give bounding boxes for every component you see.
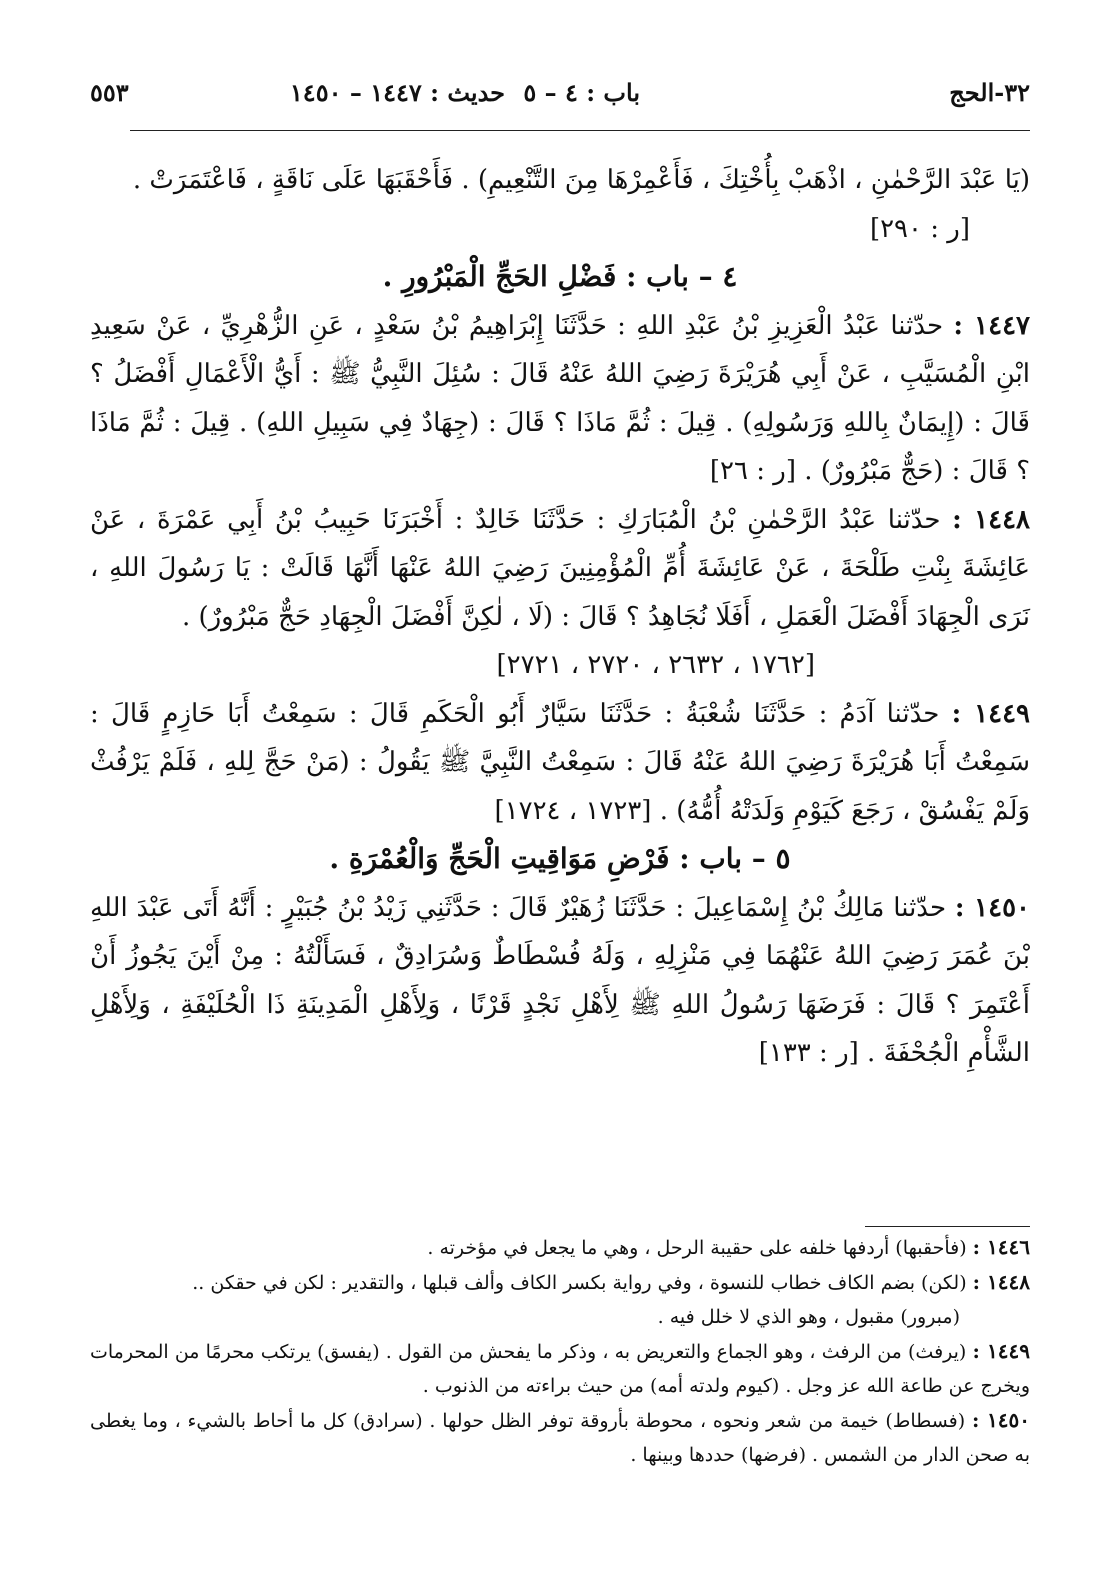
hadith-range: حديث : ١٤٤٧ – ١٤٥٠ [289, 78, 505, 107]
main-text [90, 156, 1030, 1078]
hadith-1448-references: [١٧٦٢ ، ٢٦٣٢ ، ٢٧٢٠ ، ٢٧٢١] [496, 650, 815, 680]
hadith-number: ١٤٥٠ : [954, 892, 1030, 923]
footnote-number: ١٤٤٦ : [972, 1235, 1030, 1259]
bab-4-heading: ٤ – باب : فَضْلِ الحَجِّ الْمَبْرُورِ . [382, 260, 738, 293]
page-number: ٥٥٣ [90, 78, 129, 107]
page-header [90, 78, 1030, 118]
hadith-1449 [90, 690, 1030, 836]
footnote-text: (فأحقبها) أردفها خلفه على حقيبة الرحل ، وهي ما يجعل في مؤخرته . [427, 1237, 967, 1259]
continuation-reference: [ر : ٢٩٠] [869, 213, 970, 244]
footnote-1448 [90, 1265, 1030, 1300]
footnote-1449 [90, 1334, 1030, 1403]
footnote-number: ١٤٥٠ : [971, 1408, 1030, 1432]
hadith-1447 [90, 302, 1030, 496]
footnotes [90, 1230, 1030, 1472]
header-divider [130, 130, 1030, 131]
footnote-text: (فسطاط) خيمة من شعر ونحوه ، محوطة بأروقة توفر الظل حولها . (سرادق) كل ما أحاط بالشيء ، وما يغطى به صحن الدار من الشمس . (فرضها) حددها وبينها . [90, 1410, 1030, 1466]
hadith-number: ١٤٤٧ : [953, 310, 1030, 341]
footnote-1448-continuation: (مبرور) مقبول ، وهو الذي لا خلل فيه . [657, 1306, 960, 1328]
footnote-number: ١٤٤٩ : [972, 1339, 1030, 1363]
footnote-number: ١٤٤٨ : [972, 1270, 1030, 1294]
footnote-1450 [90, 1403, 1030, 1472]
hadith-number: ١٤٤٩ : [951, 698, 1031, 729]
hadith-text: حدّثنا آدَمُ : حَدَّثَنَا شُعْبَةُ : حَدَّثَنَا سَيَّارٌ أَبُو الْحَكَمِ قَالَ : سَمِعْتُ أَبَا حَازِمٍ قَالَ : سَمِعْتُ أَبَا هُرَيْرَةَ رَضِيَ اللهُ عَنْهُ قَالَ : سَمِعْتُ النَّبِيَّ ﷺ يَقُولُ : (مَنْ حَجَّ لِلهِ ، فَلَمْ يَرْفُثْ وَلَمْ يَفْسُقْ ، رَجَعَ كَيَوْمِ وَلَدَتْهُ أُمُّهُ) . [١٧٢٣ ، ١٧٢٤] [90, 698, 1030, 826]
hadith-1450 [90, 884, 1030, 1078]
continuation-text: (يَا عَبْدَ الرَّحْمٰنِ ، اذْهَبْ بِأُخْتِكَ ، فَأَعْمِرْهَا مِنَ التَّنْعِيمِ) . فَأَحْقَبَهَا عَلَى نَاقَةٍ ، فَاعْتَمَرَتْ . [132, 165, 1030, 195]
hadith-number: ١٤٤٨ : [952, 504, 1030, 535]
bab-range: باب : ٤ – ٥ [523, 78, 640, 107]
hadith-text: حدّثنا مَالِكُ بْنُ إِسْمَاعِيلَ : حَدَّثَنَا زُهَيْرٌ قَالَ : حَدَّثَنِي زَيْدُ بْنُ جُبَيْرٍ : أَنَّهُ أَتَى عَبْدَ اللهِ بْنَ عُمَرَ رَضِيَ اللهُ عَنْهُمَا فِي مَنْزِلِهِ ، وَلَهُ فُسْطَاطٌ وَسُرَادِقٌ ، فَسَأَلْتُهُ : مِنْ أَيْنَ يَجُوزُ أَنْ أَعْتَمِرَ ؟ قَالَ : فَرَضَهَا رَسُولُ اللهِ ﷺ لِأَهْلِ نَجْدٍ قَرْنًا ، وَلِأَهْلِ الْمَدِينَةِ ذَا الْحُلَيْفَةِ ، وَلِأَهْلِ الشَّأْمِ الْجُحْفَةَ . [ر : ١٣٣] [90, 892, 1030, 1068]
book-page [90, 0, 1030, 1590]
footnote-divider [865, 1226, 1030, 1227]
bab-5-heading: ٥ – باب : فَرْضِ مَوَاقِيتِ الْحَجِّ وَالْعُمْرَةِ . [329, 842, 791, 875]
hadith-1448 [90, 496, 1030, 642]
chapter-title: ٣٢-الحج [949, 78, 1030, 107]
footnote-text: (يرفث) من الرفث ، وهو الجماع والتعريض به ، وذكر ما يفحش من القول . (يفسق) يرتكب محرمًا من المحرمات ويخرج عن طاعة الله عز وجل . (كيوم ولدته أمه) من حيث براءته من الذنوب . [90, 1341, 1030, 1397]
hadith-text: حدّثنا عَبْدُ الرَّحْمٰنِ بْنُ الْمُبَارَكِ : حَدَّثَنَا خَالِدٌ : أَخْبَرَنَا حَبِيبُ بْنُ أَبِي عَمْرَةَ ، عَنْ عَائِشَةَ بِنْتِ طَلْحَةَ ، عَنْ عَائِشَةَ أُمِّ الْمُؤْمِنِينَ رَضِيَ اللهُ عَنْهَا أَنَّهَا قَالَتْ : يَا رَسُولَ اللهِ ، نَرَى الْجِهَادَ أَفْضَلَ الْعَمَلِ ، أَفَلَا نُجَاهِدُ ؟ قَالَ : (لَا ، لٰكِنَّ أَفْضَلَ الْجِهَادِ حَجٌّ مَبْرُورٌ) . [90, 504, 1030, 632]
footnote-text: (لكن) بضم الكاف خطاب للنسوة ، وفي رواية بكسر الكاف وألف قبلها ، والتقدير : لكن في حقكن .. [192, 1272, 967, 1294]
hadith-text: حدّثنا عَبْدُ الْعَزِيزِ بْنُ عَبْدِ اللهِ : حَدَّثَنَا إِبْرَاهِيمُ بْنُ سَعْدٍ ، عَنِ الزُّهْرِيِّ ، عَنْ سَعِيدِ ابْنِ الْمُسَيَّبِ ، عَنْ أَبِي هُرَيْرَةَ رَضِيَ اللهُ عَنْهُ قَالَ : سُئِلَ النَّبِيُّ ﷺ : أَيُّ الْأَعْمَالِ أَفْضَلُ ؟ قَالَ : (إِيمَانٌ بِاللهِ وَرَسُولِهِ) . قِيلَ : ثُمَّ مَاذَا ؟ قَالَ : (جِهَادٌ فِي سَبِيلِ اللهِ) . قِيلَ : ثُمَّ مَاذَا ؟ قَالَ : (حَجٌّ مَبْرُورٌ) . [ر : ٢٦] [90, 310, 1030, 486]
footnote-1446 [90, 1230, 1030, 1265]
